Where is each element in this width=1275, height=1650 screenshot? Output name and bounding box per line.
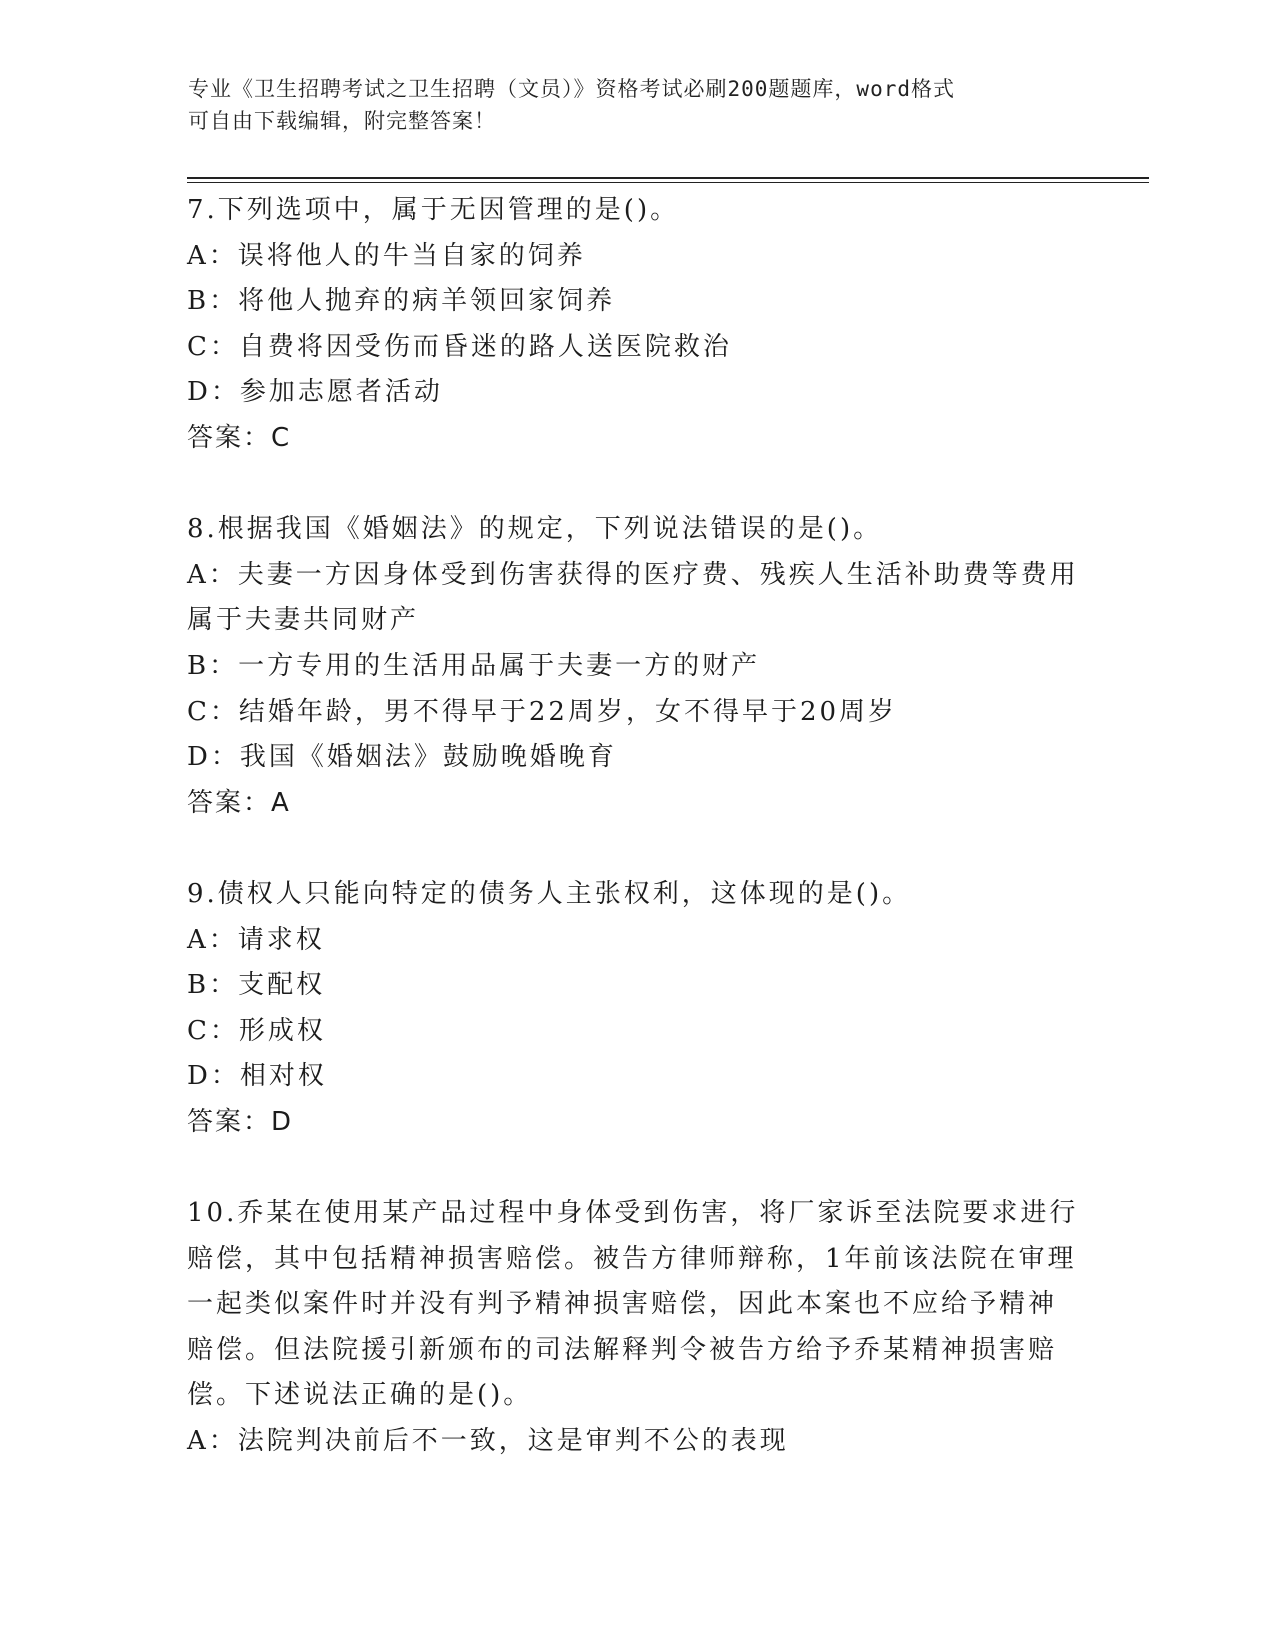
option-b: B：将他人抛弃的病羊领回家饲养 <box>187 286 616 317</box>
document-header <box>188 73 1088 137</box>
spacer <box>187 826 1107 872</box>
question-stem: 7.下列选项中，属于无因管理的是()。 <box>187 195 680 225</box>
question-stem: 赔偿。但法院援引新颁布的司法解释判令被告方给予乔某精神损害赔 <box>187 1334 1058 1365</box>
option-a: A：夫妻一方因身体受到伤害获得的医疗费、残疾人生活补助费等费用 <box>187 559 1079 590</box>
question-block <box>187 872 1107 1146</box>
question-list <box>187 188 1107 1465</box>
question-block <box>187 188 1107 462</box>
option-b: B：一方专用的生活用品属于夫妻一方的财产 <box>187 650 761 681</box>
answer-label: 答案：A <box>187 787 291 818</box>
header-divider-thick <box>187 177 1149 179</box>
question-stem: 10.乔某在使用某产品过程中身体受到伤害，将厂家诉至法院要求进行 <box>187 1198 1079 1229</box>
header-divider-thin <box>187 182 1149 183</box>
option-d: D：相对权 <box>187 1061 327 1092</box>
option-a: A：误将他人的牛当自家的饲养 <box>187 240 586 271</box>
question-block <box>187 507 1107 826</box>
option-b: B：支配权 <box>187 970 326 1001</box>
answer-label: 答案：C <box>187 422 292 453</box>
question-stem: 一起类似案件时并没有判予精神损害赔偿，因此本案也不应给予精神 <box>187 1289 1058 1320</box>
question-stem: 偿。下述说法正确的是()。 <box>187 1380 533 1411</box>
spacer <box>187 1145 1107 1191</box>
question-stem: 8.根据我国《婚姻法》的规定，下列说法错误的是()。 <box>187 514 883 545</box>
option-c: C：自费将因受伤而昏迷的路人送医院救治 <box>187 331 732 362</box>
option-d: D：参加志愿者活动 <box>187 377 443 408</box>
header-line: 专业《卫生招聘考试之卫生招聘（文员）》资格考试必刷200题题库，word格式 <box>188 77 955 101</box>
question-block <box>187 1191 1107 1465</box>
option-c: C：结婚年龄，男不得早于22周岁，女不得早于20周岁 <box>187 696 898 727</box>
option-a-continued: 属于夫妻共同财产 <box>187 605 420 636</box>
option-a: A：请求权 <box>187 924 325 955</box>
header-line: 可自由下载编辑，附完整答案！ <box>188 109 496 133</box>
answer-label: 答案：D <box>187 1106 294 1137</box>
question-stem: 赔偿，其中包括精神损害赔偿。被告方律师辩称，1年前该法院在审理 <box>187 1243 1077 1274</box>
option-c: C：形成权 <box>187 1015 326 1046</box>
option-d: D：我国《婚姻法》鼓励晚婚晚育 <box>187 742 617 773</box>
option-a: A：法院判决前后不一致，这是审判不公的表现 <box>187 1426 789 1457</box>
spacer <box>187 462 1107 508</box>
question-stem: 9.债权人只能向特定的债务人主张权利，这体现的是()。 <box>187 878 912 909</box>
